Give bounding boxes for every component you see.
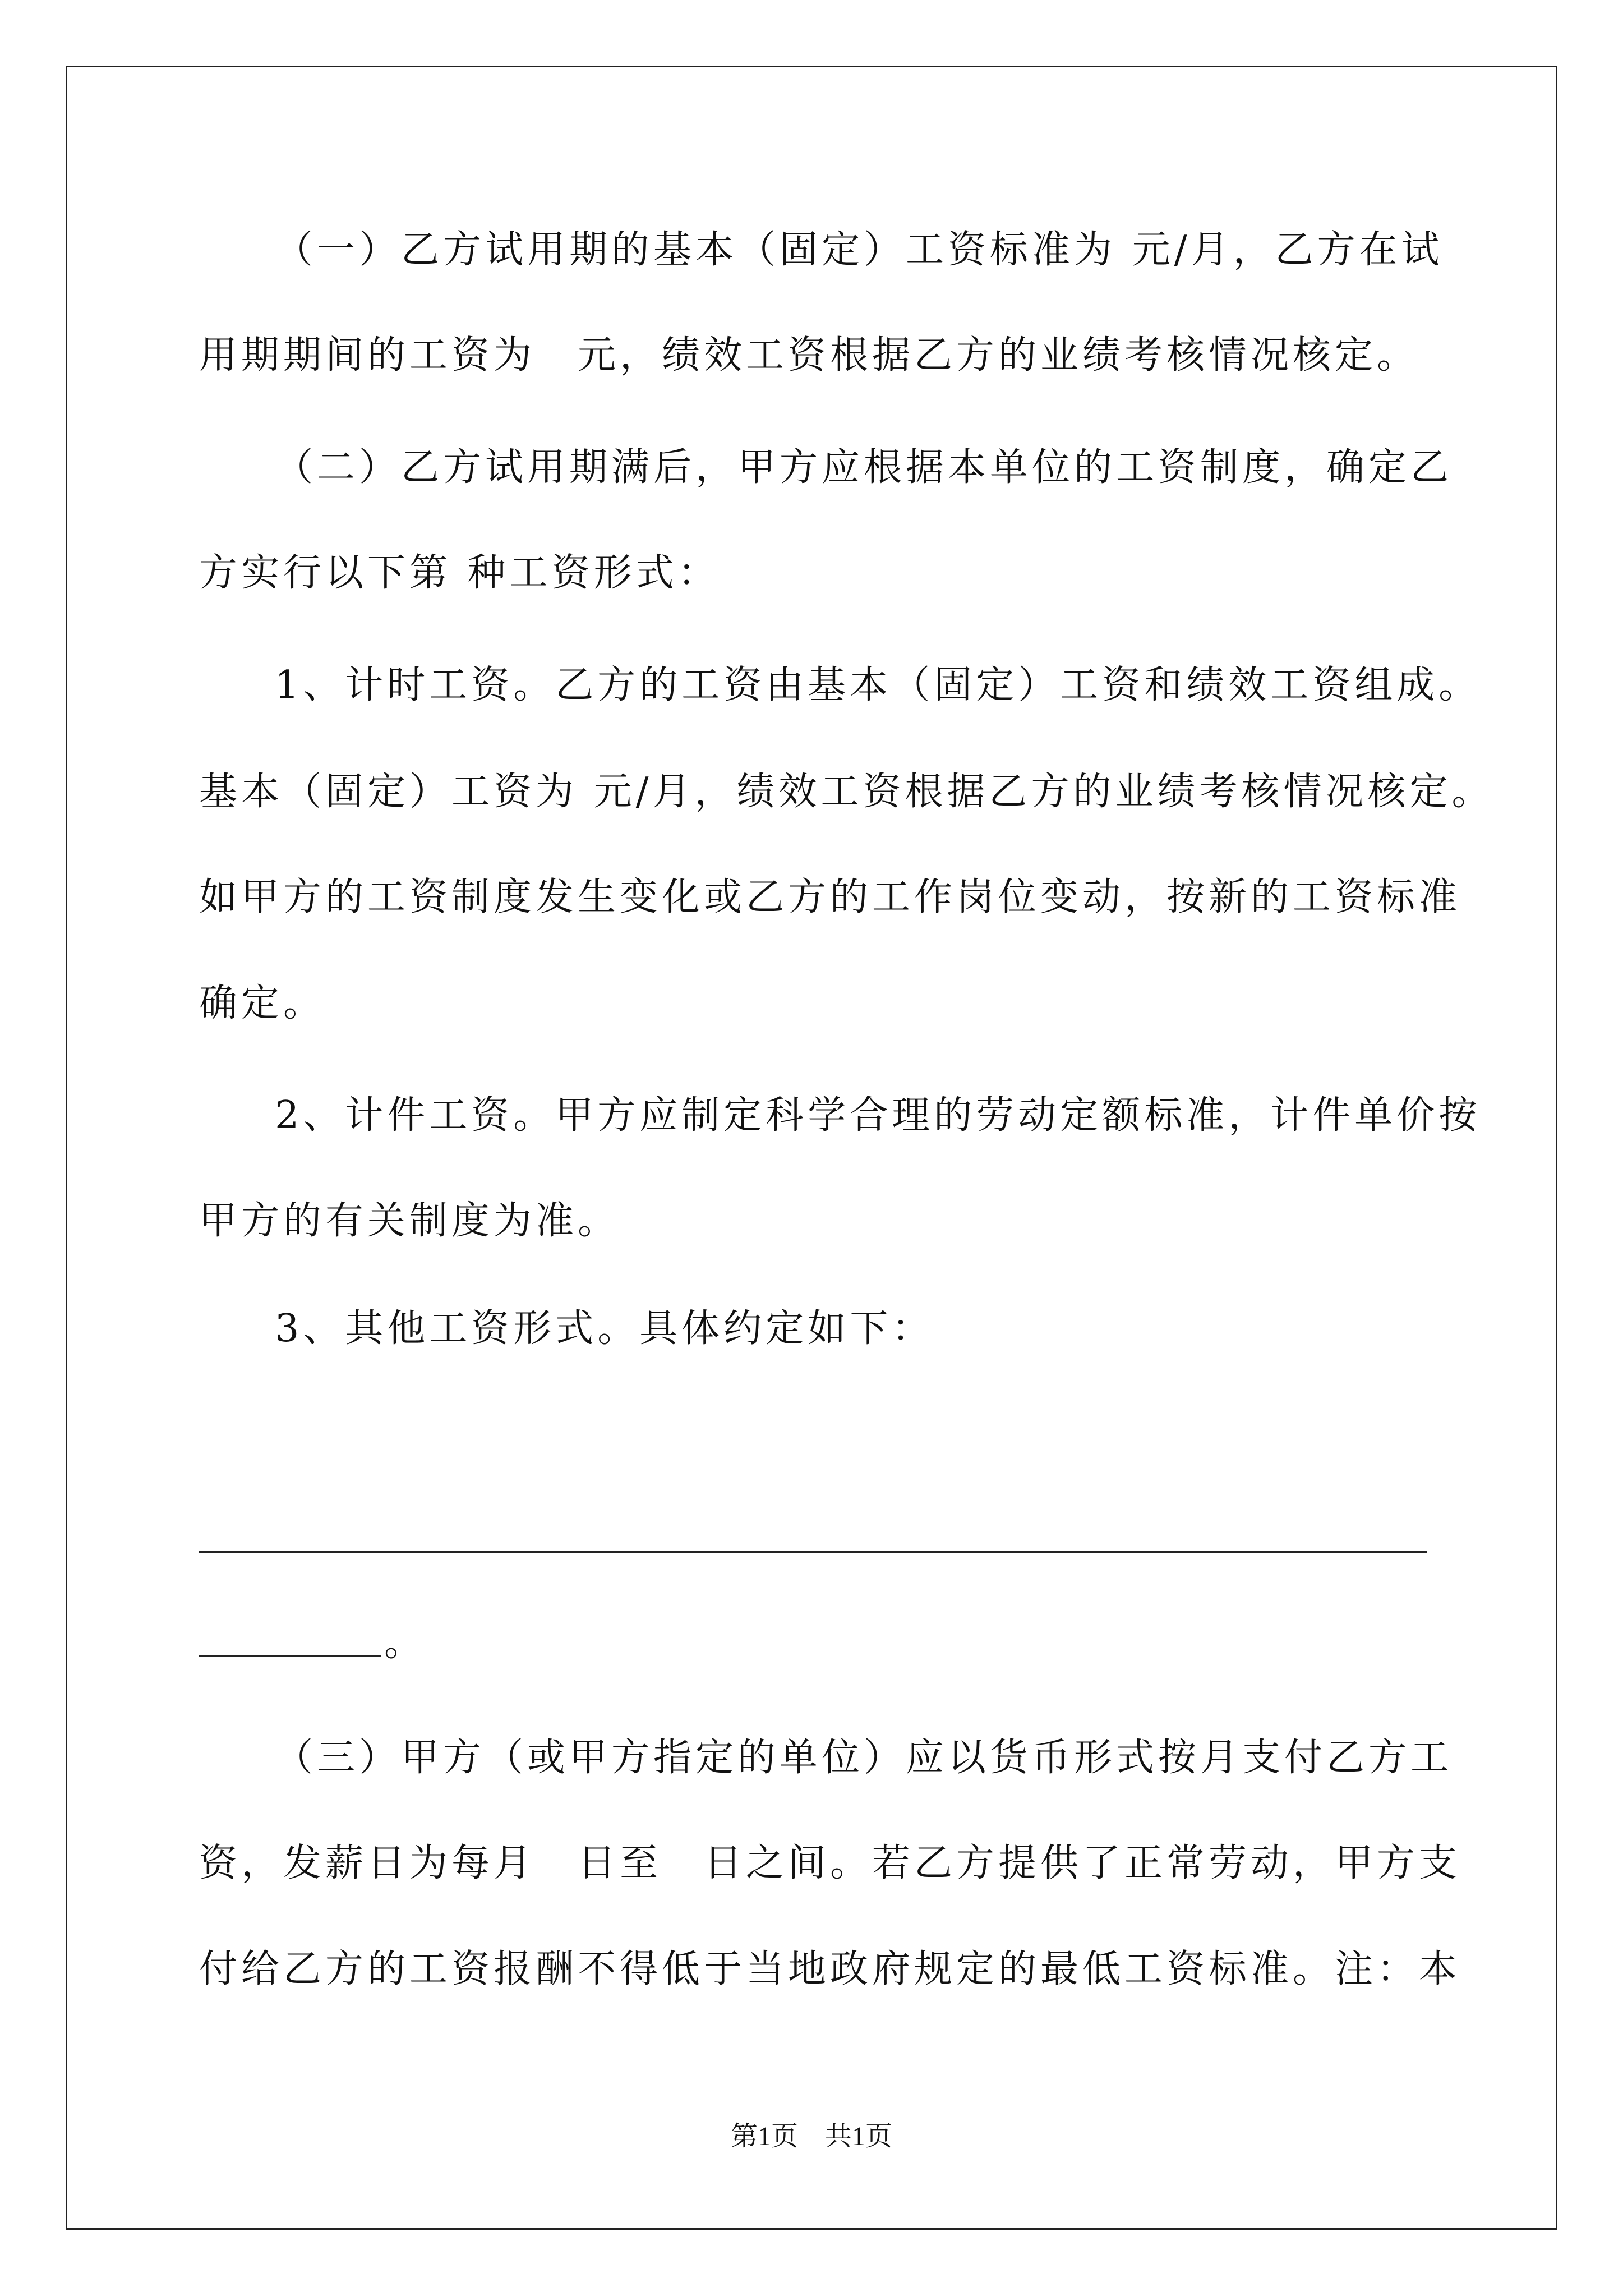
paragraph-line: 资，发薪日为每月 日至 日之间。若乙方提供了正常劳动，甲方支 (199, 1841, 1461, 1885)
paragraph-line: 2、计件工资。甲方应制定科学合理的劳动定额标准，计件单价按 (275, 1093, 1481, 1138)
fill-in-rule-short (199, 1655, 381, 1657)
paragraph-line: 用期期间的工资为 元，绩效工资根据乙方的业绩考核情况核定。 (199, 333, 1419, 378)
paragraph-line: 3、其他工资形式。具体约定如下： (275, 1306, 934, 1351)
paragraph-line: 付给乙方的工资报酬不得低于当地政府规定的最低工资标准。注：本 (199, 1947, 1461, 1991)
paragraph-line: 甲方的有关制度为准。 (199, 1199, 620, 1243)
paragraph-line: 方实行以下第 种工资形式： (199, 551, 720, 595)
fill-in-rule-long (199, 1551, 1427, 1553)
paragraph-line: 1、计时工资。乙方的工资由基本（固定）工资和绩效工资组成。 (275, 663, 1481, 707)
paragraph-line: 确定。 (199, 981, 326, 1025)
paragraph-line: （一）乙方试用期的基本（固定）工资标准为 元/月，乙方在试 (275, 228, 1444, 272)
paragraph-line: （三）甲方（或甲方指定的单位）应以货币形式按月支付乙方工 (275, 1736, 1453, 1780)
paragraph-line: 如甲方的工资制度发生变化或乙方的工作岗位变动，按新的工资标准 (199, 875, 1461, 919)
blank-line-end: 。 (384, 1621, 427, 1665)
page-border (66, 66, 1557, 2230)
page-footer: 第1页 共1页 (730, 2122, 892, 2151)
paragraph-line: 基本（固定）工资为 元/月，绩效工资根据乙方的业绩考核情况核定。 (199, 770, 1494, 814)
paragraph-line: （二）乙方试用期满后，甲方应根据本单位的工资制度，确定乙 (275, 445, 1453, 490)
